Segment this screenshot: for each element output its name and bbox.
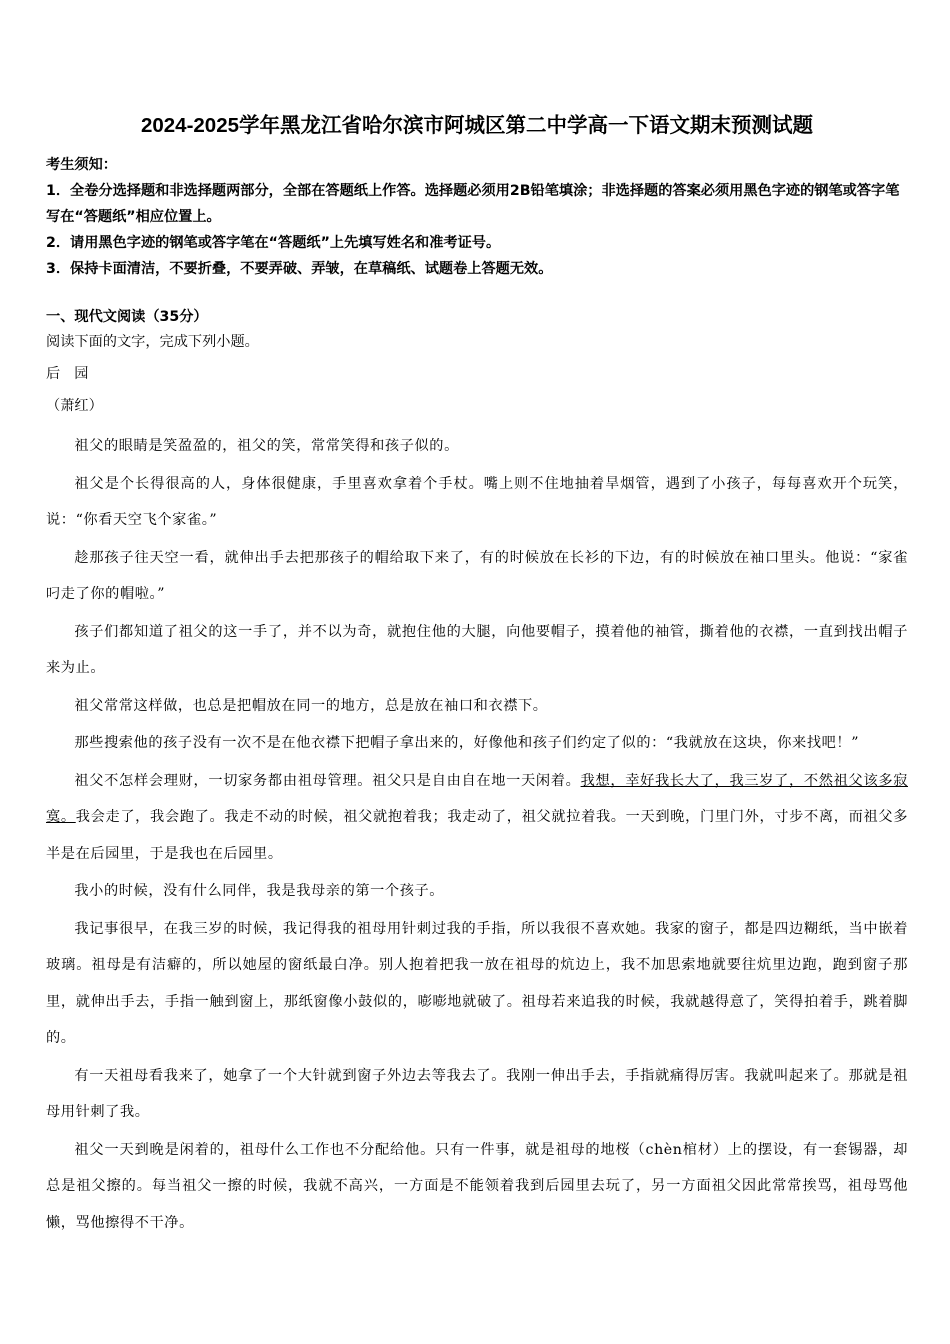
paragraph (46, 763, 908, 873)
document-page (46, 108, 908, 1242)
underlined-sentence: 我想，幸好我长大了，我三岁了，不然祖父该多寂寞。 (46, 772, 909, 825)
reading-instruction: 阅读下面的文字，完成下列小题。 (46, 334, 259, 350)
paragraph: 祖父是个长得很高的人，身体很健康，手里喜欢拿着个手杖。嘴上则不住地抽着旱烟管，遇到了小孩子，每每喜欢开个玩笑，说：“你看天空飞个家雀。” (46, 475, 908, 528)
paragraph: 祖父常常这样做，也总是把帽放在同一的地方，总是放在袖口和衣襟下。 (74, 697, 548, 714)
page-title: 2024-2025学年黑龙江省哈尔滨市阿城区第二中学高一下语文期末预测试题 (140, 114, 814, 137)
paragraph: 趁那孩子往天空一看，就伸出手去把那孩子的帽给取下来了，有的时候放在长衫的下边，有的时候放在袖口里头。他说：“家雀叼走了你的帽啦。” (46, 549, 908, 602)
paragraph: 祖父的眼睛是笑盈盈的，祖父的笑，常常笑得和孩子似的。 (74, 438, 459, 454)
notice-item-3: 3．保持卡面清洁，不要折叠，不要弄破、弄皱，在草稿纸、试题卷上答题无效。 (46, 261, 553, 277)
paragraph-text: 我会走了，我会跑了。我走不动的时候，祖父就抱着我；我走动了，祖父就拉着我。一天到晚，门里门外，寸步不离，而祖父多半是在后园里，于是我也在后园里。 (46, 809, 908, 862)
paragraph: 我记事很早，在我三岁的时候，我记得我的祖母用针刺过我的手指，所以我很不喜欢她。我家的窗子，都是四边糊纸，当中嵌着玻璃。祖母是有洁癖的，所以她屋的窗纸最白净。别人抱着把我一放在祖母的炕边上，我不加思索地就要往炕里边跑，跑到窗子那里，就伸出手去，手指一触到窗上，那纸窗像小鼓似的，嘭嘭地就破了。祖母若来追我的时候，我就越得意了，笑得拍着手，跳着脚的。 (46, 920, 908, 1046)
notice-item-1: 1．全卷分选择题和非选择题两部分，全部在答题纸上作答。选择题必须用2B铅笔填涂；非选择题的答案必须用黑色字迹的钢笔或答字笔写在“答题纸”相应位置上。 (46, 183, 900, 225)
exam-notice (46, 152, 908, 282)
paragraph: 有一天祖母看我来了，她拿了一个大针就到窗子外边去等我去了。我刚一伸出手去，手指就痛得厉害。我就叫起来了。那就是祖母用针刺了我。 (46, 1067, 908, 1120)
paragraph: 孩子们都知道了祖父的这一手了，并不以为奇，就抱住他的大腿，向他要帽子，摸着他的袖管，撕着他的衣襟，一直到找出帽子来为止。 (46, 623, 908, 676)
essay-body (46, 428, 908, 1241)
essay-title: 后园 (46, 366, 103, 382)
notice-heading: 考生须知： (46, 157, 117, 173)
notice-item-2: 2．请用黑色字迹的钢笔或答字笔在“答题纸”上先填写姓名和准考证号。 (46, 235, 501, 251)
paragraph: 祖父一天到晚是闲着的，祖母什么工作也不分配给他。只有一件事，就是祖母的地桜（chèn棺材）上的摆设，有一套锡器，却总是祖父擦的。每当祖父一擦的时候，我就不高兴，一方面是不能领着我到后园里去玩了，另一方面祖父因此常常挨骂，祖母骂他懒，骂他擦得不干净。 (46, 1141, 908, 1231)
paragraph-text: 祖父不怎样会理财，一切家务都由祖母管理。祖父只是自由自在地一天闲着。 (74, 772, 581, 789)
paragraph: 我小的时候，没有什么同伴，我是我母亲的第一个孩子。 (74, 883, 445, 899)
essay-author: （萧红） (46, 398, 103, 414)
section-heading: 一、现代文阅读（35分） (46, 309, 208, 325)
paragraph: 那些搜索他的孩子没有一次不是在他衣襟下把帽子拿出来的，好像他和孩子们约定了似的：“我就放在这块，你来找吧！” (74, 735, 860, 751)
